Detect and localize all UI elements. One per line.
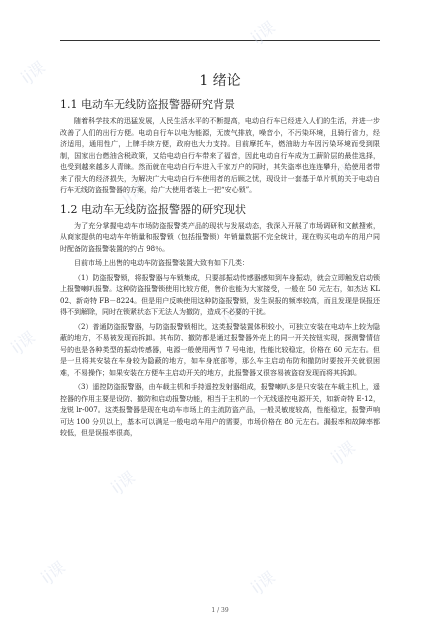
paragraph: （3）遥控防盗报警器，由车载主机和手持遥控发射器组成，报警喇叭多是只安装在车载主机上，遥控器的作用主要是设防、撤防和启动报警功能，相当于主机的一个无线遥控电源开关，如新奇特 E-12，龙锐 lr-007。这类报警器是现在电动车市场上的主流防盗产品，一般灵敏度较高，性能稳定，报警声响可达 100 分贝以上，基本可以满足一般电动车用户的需要，市场价格在 80 元左右。漏报率和故障率都较低，但是误报率很高， (60, 383, 380, 437)
page-number: 1 / 39 (211, 607, 229, 614)
document-page (60, 70, 380, 443)
paragraph: 为了充分掌握电动车市场防盗报警类产品的现状与发展动态，我深入开展了市场调研和文献搜索，从商家提供的电动车年销量和报警锁（包括报警锁）年销量数据不完全统计，现在购买电动车的用户同时配备防盗报警装置的约占 98％。 (60, 221, 380, 253)
watermark-text: ĳ课 (7, 327, 39, 358)
watermark-text: ĳ课 (247, 17, 279, 48)
watermark-text: ĳ课 (217, 297, 249, 328)
watermark-text: ĳ课 (107, 467, 139, 498)
watermark-text: ĳ课 (17, 57, 49, 88)
watermark-text: ĳ课 (247, 567, 279, 598)
section-title-background: 1.1 电动车无线防盗报警器研究背景 (60, 98, 235, 111)
paragraph: （1）防盗报警锁，将报警器与车锁集成，只要部振动传感器感知到车身振动，就会立即触发启动锁上报警喇叭报警。这种防盗报警锁使用比较方便，售价也能为大家接受，一般在 50 元左右，如杰达 KL02、新奇特 FB－8224。但是用户反映使用这种防盗报警锁，发生误报的频率较高，而且发现是误报还得不到解除，同时在锁紧状态下无法人为撤防，造成不必要的干扰。 (60, 273, 380, 316)
watermark-text: ĳ课 (117, 177, 149, 208)
paragraph: 随着科学技术的迅猛发展，人民生活水平的不断提高，电动自行车已经进入人们的生活，并进一步改善了人们的出行方便。电动自行车以电为能源，无废气排放，噪音小，不污染环境，且骑行省力，经济适用，通用性广，上牌手续方便，政府也大力支持。目前摩托车，燃油助力车因污染环境而受到限制，国家出台燃油含税政策，又给电动自行车带来了福音，因此电动自行车成为工薪阶层的最佳选择，也受到越来越多人青睐。然而就在电动自行车进入千家万户的同时，其失盗率也连连攀升，给使用者带来了很大的经济损失，为解决广大电动自行车使用者的后顾之忧，现设计一套基于单片机的关于电动自行车无线防盗报警器的方案，给广大使用者装上一把“安心锁”。 (60, 117, 380, 194)
paragraph: 目前市场上出售的电动车防盗报警装置大致有如下几类： (74, 259, 249, 267)
watermark-text: ĳ课 (37, 557, 69, 588)
paragraph: （2）普通防盗报警器，与防盗报警锁相比，这类报警装置体积较小，可独立安装在电动车上较为隐蔽的地方，不易被发现而拆卸。其布防、撤防都是通过报警器外壳上的同一开关按钮实现，探测警情信号的也是各种类型的振动传感器，电源一般使用两节 7 号电池，性能比较稳定，价格在 60 元左右。但是一旦将其安装在车身较为隐蔽的地方，如车身底部等，那么车主启动布防和撤防时要按开关就很困难，不易操作；如果安装在方便车主启动开关的地方，此报警器又很容易被盗窃发现而将其拆卸。 (60, 322, 380, 377)
watermark-text: ĳ课 (327, 157, 359, 188)
section-title-status: 1.2 电动车无线防盗报警器的研究现状 (60, 202, 246, 216)
watermark-text: ĳ课 (327, 437, 359, 468)
chapter-title: 1 绪论 (199, 73, 241, 89)
header-rule (60, 40, 380, 41)
